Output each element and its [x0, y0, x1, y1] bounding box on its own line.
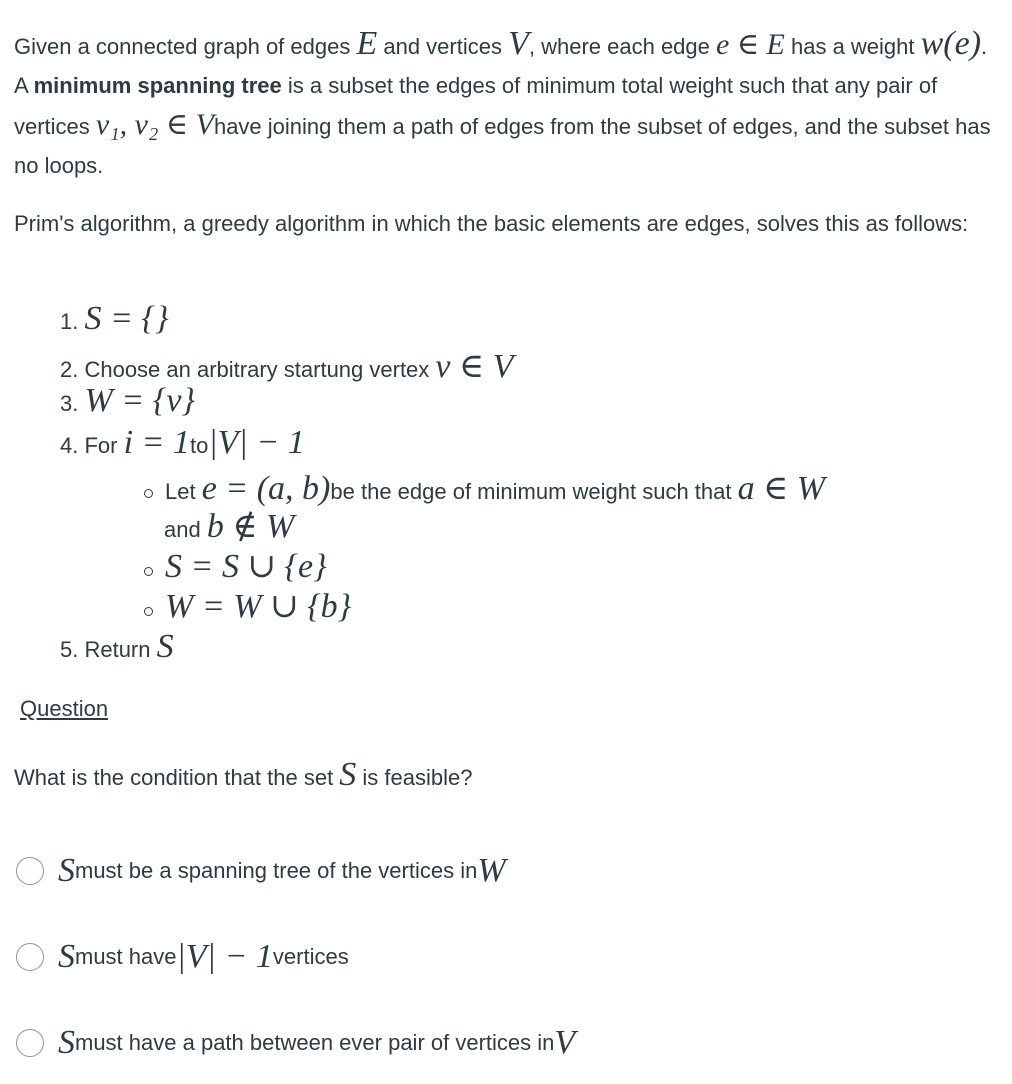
math-substep-2: S = S ∪ {e}	[165, 548, 327, 585]
prompt-text: What is the condition that the set	[14, 765, 340, 790]
substep-1	[144, 468, 825, 508]
math-e-in-E: e ∈ E	[716, 28, 785, 61]
substep-3	[144, 586, 351, 626]
prompt-text: is feasible?	[356, 765, 473, 790]
substep-text: and	[164, 517, 207, 542]
radio-button-icon[interactable]	[16, 943, 44, 971]
step-2	[60, 346, 513, 386]
intro-text: , where each edge	[528, 34, 717, 59]
math-S: S	[58, 938, 75, 975]
bullet-icon	[144, 567, 153, 576]
math-step-3: W = {v}	[84, 382, 196, 419]
math-substep-3: W = W ∪ {b}	[165, 588, 352, 625]
question-link[interactable]: Question	[20, 696, 109, 721]
substep-text: Let	[165, 479, 202, 504]
option-text: must be a spanning tree of the vertices in	[75, 858, 478, 883]
step-number: 1.	[60, 309, 79, 334]
step-4	[60, 424, 305, 462]
substep-1-cont	[164, 506, 294, 546]
bullet-icon	[144, 607, 153, 616]
math-step-2: v ∈ V	[435, 348, 514, 385]
step-1	[60, 300, 169, 338]
math-weight: w(e)	[920, 25, 982, 62]
math-substep-1-cond: a ∈ W	[737, 470, 826, 507]
math-V: V	[554, 1024, 576, 1061]
step-number: 3.	[60, 391, 79, 416]
step-5	[60, 628, 174, 666]
question-prompt	[14, 756, 472, 794]
step-text: 2. Choose an arbitrary startung vertex	[60, 357, 436, 382]
math-V-minus-1: |V| − 1	[176, 938, 273, 975]
intro-text: is a subset the edges of minimum total weight such that any pair of vertices	[14, 73, 938, 139]
step-text: 4. For	[60, 433, 124, 458]
math-W: W	[477, 852, 506, 889]
answer-option-1[interactable]	[16, 852, 506, 890]
math-S: S	[58, 1024, 75, 1061]
math-substep-1: e = (a, b)	[201, 470, 331, 507]
substep-text: be the edge of minimum weight such that	[330, 479, 738, 504]
radio-button-icon[interactable]	[16, 1029, 44, 1057]
math-step-5: S	[156, 628, 174, 665]
option-text: vertices	[272, 944, 349, 969]
bullet-icon	[144, 489, 153, 498]
intro-text: has a weight	[784, 34, 921, 59]
intro-text: Given a connected graph of edges	[14, 34, 357, 59]
step-text: to	[189, 433, 209, 458]
intro-text: have joining them a path of edges from the subset of edges, and the subset has no loops.	[14, 114, 991, 178]
option-text: must have a path between ever pair of vertices in	[75, 1030, 555, 1055]
math-V: V	[508, 25, 529, 62]
step-text: 5. Return	[60, 637, 157, 662]
radio-button-icon[interactable]	[16, 857, 44, 885]
math-step-4-range: |V| − 1	[208, 424, 305, 461]
option-text: must have	[75, 944, 177, 969]
problem-intro	[14, 24, 994, 185]
answer-option-3[interactable]	[16, 1024, 575, 1062]
math-step-4-i: i = 1	[123, 424, 190, 461]
math-S: S	[58, 852, 75, 889]
math-S: S	[339, 756, 357, 793]
algorithm-intro: Prim's algorithm, a greedy algorithm in which the basic elements are edges, solves this as follows:	[14, 211, 969, 236]
math-substep-1-cond2: b ∉ W	[206, 508, 295, 545]
math-v1-v2: v₁, v₂ ∈ V	[95, 108, 214, 141]
answer-option-2[interactable]	[16, 938, 349, 976]
bold-term: minimum spanning tree	[33, 73, 282, 98]
substep-2	[144, 546, 327, 586]
intro-text: and vertices	[377, 34, 509, 59]
step-3	[60, 382, 195, 420]
math-step-1: S = {}	[84, 300, 169, 337]
math-E: E	[356, 25, 378, 62]
intro-text: . A	[14, 34, 988, 98]
